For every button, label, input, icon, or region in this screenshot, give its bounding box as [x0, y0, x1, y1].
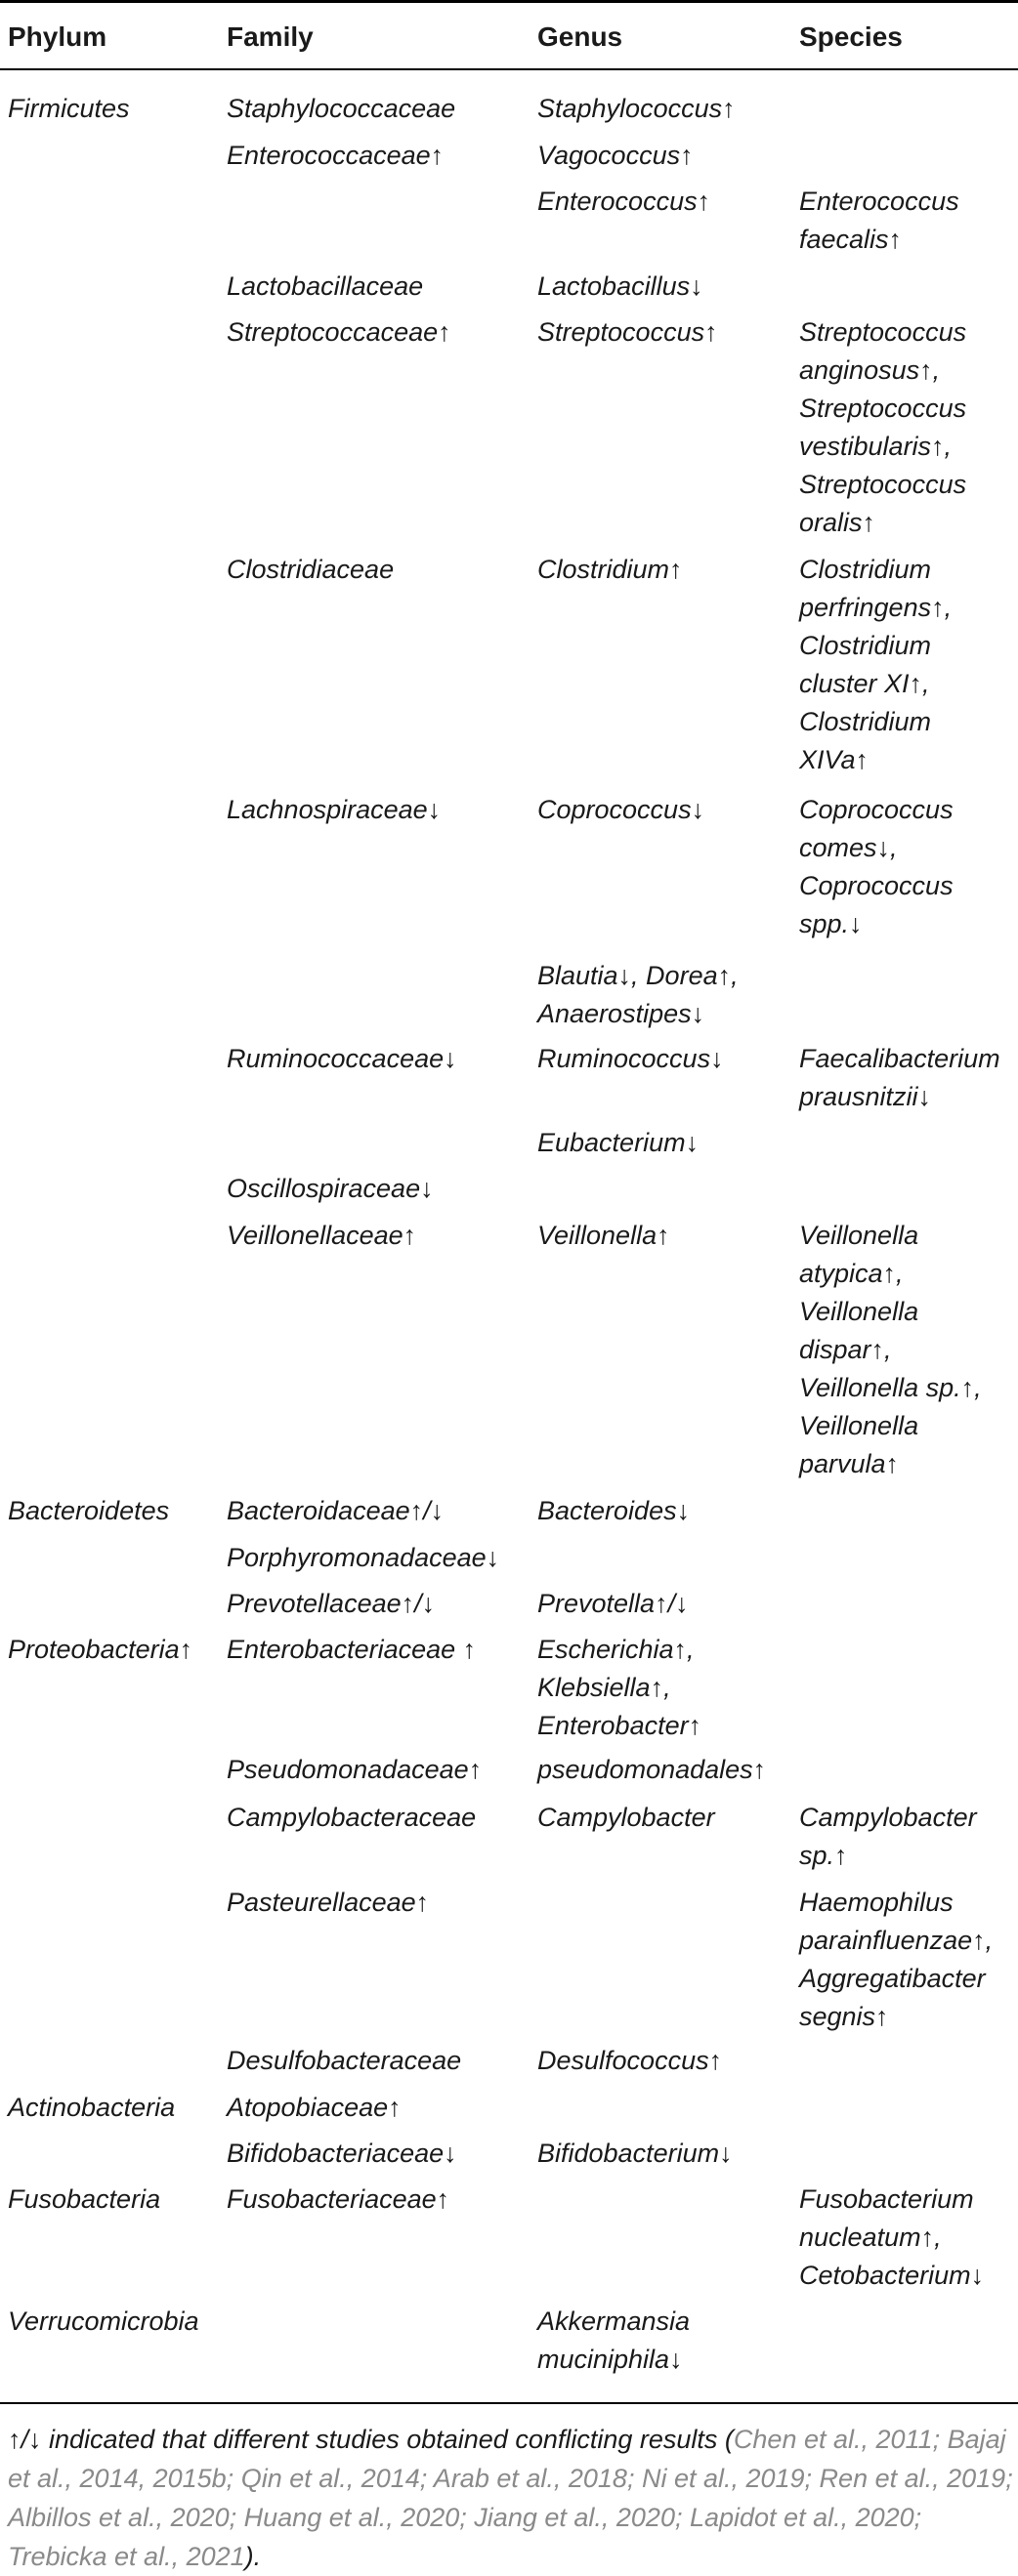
- header-family: Family: [227, 21, 314, 52]
- species-cell: Enterococcus faecalis↑: [799, 187, 959, 254]
- phylum-cell: Bacteroidetes: [8, 1496, 170, 1525]
- header-phylum: Phylum: [8, 21, 107, 52]
- genus-cell: Staphylococcus↑: [537, 94, 736, 123]
- phylum-cell: Verrucomicrobia: [8, 2306, 199, 2336]
- family-cell: Enterococcaceae↑: [227, 141, 445, 170]
- header-rule: [0, 68, 1018, 70]
- family-cell: Fusobacteriaceae↑: [227, 2184, 450, 2214]
- genus-cell: Prevotella↑/↓: [537, 1589, 689, 1618]
- genus-cell: Enterococcus↑: [537, 187, 711, 216]
- family-cell: Streptococcaceae↑: [227, 317, 451, 347]
- family-cell: Oscillospiraceae↓: [227, 1174, 434, 1203]
- genus-cell: Ruminococcus↓: [537, 1044, 724, 1073]
- species-cell: Campylobacter sp.↑: [799, 1803, 977, 1870]
- genus-cell: Bacteroides↓: [537, 1496, 691, 1525]
- header-species: Species: [799, 21, 903, 52]
- species-cell: Clostridium perfringens↑, Clostridium cluster XI↑, Clostridium XIVa↑: [799, 555, 953, 774]
- species-cell: Veillonella atypica↑, Veillonella dispar↑, Veillonella sp.↑, Veillonella parvula↑: [799, 1221, 982, 1478]
- family-cell: Enterobacteriaceae ↑: [227, 1635, 477, 1664]
- genus-cell: pseudomonadales↑: [537, 1755, 767, 1784]
- footnote-references[interactable]: Chen et al., 2011; Bajaj et al., 2014, 2015b; Qin et al., 2014; Arab et al., 2018; Ni et al., 2019; Ren et al., 2019; Albillos et al., 2020; Huang et al., 2020; Jiang et al., 2020; Lapidot et al., 2020; Trebicka et al., 2021: [8, 2425, 1013, 2571]
- genus-cell: Bifidobacterium↓: [537, 2139, 733, 2168]
- genus-cell: Clostridium↑: [537, 555, 683, 584]
- family-cell: Bacteroidaceae↑/↓: [227, 1496, 445, 1525]
- genus-cell: Coprococcus↓: [537, 795, 705, 824]
- genus-cell: Lactobacillus↓: [537, 271, 703, 301]
- genus-cell: Vagococcus↑: [537, 141, 694, 170]
- table-bottom-rule: [0, 2402, 1018, 2404]
- family-cell: Atopobiaceae↑: [227, 2093, 402, 2122]
- family-cell: Veillonellaceae↑: [227, 1221, 417, 1250]
- genus-cell: Blautia↓, Dorea↑, Anaerostipes↓: [537, 961, 739, 1028]
- species-cell: Haemophilus parainfluenzae↑, Aggregatibacter segnis↑: [799, 1888, 994, 2031]
- genus-cell: Veillonella↑: [537, 1221, 670, 1250]
- species-cell: Coprococcus comes↓, Coprococcus spp.↓: [799, 795, 954, 938]
- family-cell: Clostridiaceae: [227, 555, 395, 584]
- family-cell: Bifidobacteriaceae↓: [227, 2139, 457, 2168]
- family-cell: Staphylococcaceae: [227, 94, 456, 123]
- footnote-close-paren: ).: [244, 2542, 262, 2571]
- phylum-cell: Fusobacteria: [8, 2184, 161, 2214]
- table-top-rule: [0, 0, 1018, 3]
- table-footnote: [8, 2420, 1014, 2576]
- phylum-cell: Actinobacteria: [8, 2093, 176, 2122]
- genus-cell: Escherichia↑, Klebsiella↑, Enterobacter↑: [537, 1635, 702, 1740]
- genus-cell: Desulfococcus↑: [537, 2046, 723, 2075]
- family-cell: Campylobacteraceae: [227, 1803, 477, 1832]
- family-cell: Pasteurellaceae↑: [227, 1888, 430, 1917]
- family-cell: Lactobacillaceae: [227, 271, 424, 301]
- footnote-open-paren: (: [724, 2425, 734, 2454]
- genus-cell: Streptococcus↑: [537, 317, 718, 347]
- header-genus: Genus: [537, 21, 623, 52]
- species-cell: Streptococcus anginosus↑, Streptococcus vestibularis↑, Streptococcus oralis↑: [799, 317, 967, 537]
- genus-cell: Campylobacter: [537, 1803, 715, 1832]
- genus-cell: Akkermansia muciniphila↓: [537, 2306, 691, 2374]
- family-cell: Prevotellaceae↑/↓: [227, 1589, 436, 1618]
- phylum-cell: Firmicutes: [8, 94, 130, 123]
- species-cell: Fusobacterium nucleatum↑, Cetobacterium↓: [799, 2184, 985, 2290]
- family-cell: Ruminococcaceae↓: [227, 1044, 457, 1073]
- family-cell: Pseudomonadaceae↑: [227, 1755, 483, 1784]
- family-cell: Lachnospiraceae↓: [227, 795, 442, 824]
- species-cell: Faecalibacterium prausnitzii↓: [799, 1044, 1000, 1111]
- phylum-cell: Proteobacteria↑: [8, 1635, 193, 1664]
- family-cell: Porphyromonadaceae↓: [227, 1543, 500, 1572]
- family-cell: Desulfobacteraceae: [227, 2046, 462, 2075]
- footnote-text: ↑/↓ indicated that different studies obtained conflicting results: [8, 2425, 725, 2454]
- genus-cell: Eubacterium↓: [537, 1128, 700, 1157]
